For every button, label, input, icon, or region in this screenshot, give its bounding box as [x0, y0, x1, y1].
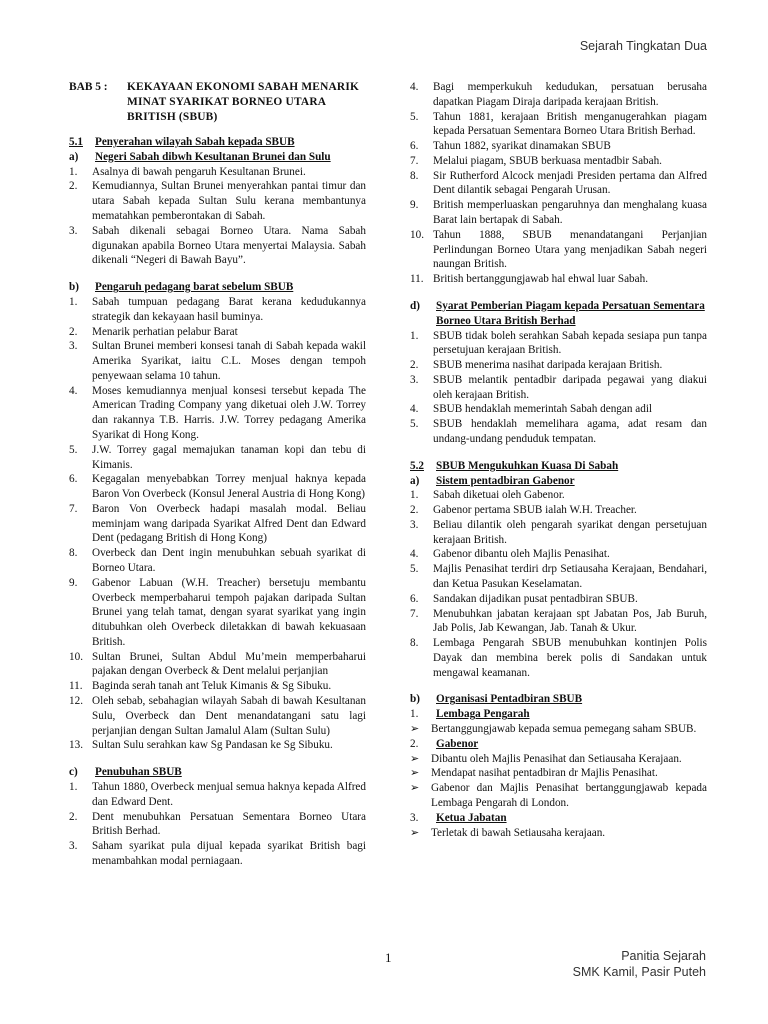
list-item: 10. Tahun 1888, SBUB menandatangani Perjanjian Perlindungan Borneo Utara yang menjadikan Sabah negeri naungan British. [410, 228, 707, 271]
arrow-bullet-icon: ➢ [410, 782, 420, 795]
list-item: 3. Sabah dikenali sebagai Borneo Utara. Nama Sabah digunakan apabila Borneo Utara menyertai Malaysia. Sabah dikenali “Negeri di Bawah Bayu”. [69, 224, 366, 267]
list-item: 11. British bertanggungjawab hal ehwal luar Sabah. [410, 273, 648, 286]
subsection-title: Syarat Pemberian Piagam kepada Persatuan Sementara Borneo Utara British Berhad [436, 299, 705, 327]
subsection-label: d) [410, 299, 420, 312]
org-group-heading [410, 707, 707, 722]
org-group-number: 3. [410, 811, 419, 824]
list-item: 3. SBUB melantik pentadbir daripada pegawai yang diakui oleh kerajaan British. [410, 373, 707, 401]
list-item: 1. Sabah tumpuan pedagang Barat kerana kedudukannya strategik dan kekayaan hasil buminya. [69, 295, 366, 323]
list-item: 6. Sandakan dijadikan pusat pentadbiran SBUB. [410, 592, 638, 605]
subsection-label: a) [410, 474, 420, 487]
footer-credit [573, 948, 706, 981]
list-item: 1. Sabah diketuai oleh Gabenor. [410, 489, 565, 502]
subsection-title: Negeri Sabah dibwh Kesultanan Brunei dan Sulu [95, 150, 331, 163]
section-number: 5.1 [69, 136, 83, 149]
list-item: 8. Lembaga Pengarah SBUB menubuhkan kontinjen Polis Dayak dan membina berek polis di Sandakan untuk mengawal keamanan. [410, 637, 707, 679]
subsection-title: Sistem pentadbiran Gabenor [436, 474, 575, 487]
list-item: 2. Gabenor pertama SBUB ialah W.H. Treacher. [410, 504, 637, 517]
subsection-b-heading [69, 280, 366, 295]
section-5-2-heading [410, 459, 707, 474]
subsection-a-heading [69, 150, 366, 165]
left-column [69, 80, 366, 869]
list-item: 2. Dent menubuhkan Persatuan Sementara Borneo Utara British Berhad. [69, 810, 366, 838]
right-column [410, 80, 707, 840]
subsection-a-heading [410, 474, 707, 489]
bullet-item: ➢ Terletak di bawah Setiausaha kerajaan. [410, 826, 606, 839]
subsection-title: Organisasi Pentadbiran SBUB [436, 693, 583, 706]
subsection-title: Penubuhan SBUB [95, 766, 182, 779]
list-item: 8. Overbeck dan Dent ingin menubuhkan sebuah syarikat di Borneo Utara. [69, 547, 366, 575]
list-item: 1. SBUB tidak boleh serahkan Sabah kepada sesiapa pun tanpa persetujuan kerajaan British. [410, 329, 707, 357]
org-group-title: Ketua Jabatan [436, 811, 507, 824]
list-item: 1. Tahun 1880, Overbeck menjual semua haknya kepada Alfred dan Edward Dent. [69, 780, 366, 808]
section-5-1-heading [69, 135, 366, 150]
list-item: 4. Bagi memperkukuh kedudukan, persatuan berusaha dapatkan Piagam Diraja daripada kerajaan British. [410, 81, 707, 108]
org-group-heading [410, 811, 707, 826]
list-item: 9. British memperluaskan pengaruhnya dan menghalang kuasa Barat lain bertapak di Sabah. [410, 199, 707, 227]
list-item: 5. SBUB hendaklah memelihara agama, adat resam dan undang-undang penduduk tempatan. [410, 418, 707, 445]
arrow-bullet-icon: ➢ [410, 826, 420, 839]
bullet-item: ➢ Bertanggungjawab kepada semua pemegang saham SBUB. [410, 723, 697, 736]
list-item: 10. Sultan Brunei, Sultan Abdul Mu’mein memperbaharui pajakan dengan Overbeck & Dent melalui perjanjian [69, 650, 366, 678]
subsection-title: Pengaruh pedagang barat sebelum SBUB [95, 281, 294, 294]
list-item: 4. Gabenor dibantu oleh Majlis Penasihat. [410, 548, 610, 561]
header-title: Sejarah Tingkatan Dua [579, 39, 707, 53]
list-item: 9. Gabenor Labuan (W.H. Treacher) bersetuju membantu Overbeck memperbaharui tempoh pajakan daripada Sultan Brunei yang telah tamat, dengan syarat syarikat yang ingin ditubuhkan oleh Overbeck diletakkan di bawah kekuasaan British. [69, 576, 366, 648]
subsection-label: c) [69, 766, 78, 779]
org-group-number: 2. [410, 737, 419, 750]
list-item: 4. SBUB hendaklah memerintah Sabah dengan adil [410, 403, 653, 416]
bullet-item: ➢ Dibantu oleh Majlis Penasihat dan Setiausaha Kerajaan. [410, 752, 682, 765]
list-item: 5. Tahun 1881, kerajaan British menganugerahkan piagam kepada Persatuan Sementara Borneo Utara British Berhad. [410, 110, 707, 138]
org-group-heading [410, 737, 707, 752]
arrow-bullet-icon: ➢ [410, 767, 420, 780]
list-item: 5. J.W. Torrey gagal memajukan tanaman kopi dan tebu di Kimanis. [69, 443, 366, 471]
subsection-label: b) [410, 693, 420, 706]
list-item: 4. Moses kemudiannya menjual konsesi tersebut kepada The American Trading Company yang diketuai oleh J.W. Torrey dan rakannya T.B. Harris. J.W. Torrey pedagang Amerika Syarikat di Hong Kong. [69, 384, 366, 441]
bullet-item: ➢ Mendapat nasihat pentadbiran dr Majlis Penasihat. [410, 767, 658, 780]
list-item: 6. Tahun 1882, syarikat dinamakan SBUB [410, 140, 611, 153]
list-item: 12. Oleh sebab, sebahagian wilayah Sabah di bawah Kesultanan Sulu, Overbeck dan Dent menandatangani satu lagi perjanjian dengan Sultan Jamalul Alam (Sultan Sulu) [69, 695, 366, 737]
list-item: 3. Sultan Brunei memberi konsesi tanah di Sabah kepada wakil Amerika Syarikat, iaitu C.L. Moses dengan tempoh penyewaan selama 10 tahun. [69, 340, 366, 382]
list-item: 8. Sir Rutherford Alcock menjadi Presiden pertama dan Alfred Dent dilantik sebagai Pengarah Urusan. [410, 169, 707, 197]
list-item: 2. SBUB menerima nasihat daripada kerajaan British. [410, 359, 663, 372]
org-group-number: 1. [410, 708, 419, 721]
chapter-number: BAB 5 : [69, 81, 108, 93]
bullet-item: ➢ Gabenor dan Majlis Penasihat bertanggungjawab kepada Lembaga Pengarah di London. [410, 782, 707, 809]
list-item: 1. Asalnya di bawah pengaruh Kesultanan Brunei. [69, 165, 306, 178]
arrow-bullet-icon: ➢ [410, 752, 420, 765]
chapter-title: KEKAYAAN EKONOMI SABAH MENARIK MINAT SYARIKAT BORNEO UTARA BRITISH (SBUB) [127, 81, 360, 124]
list-item: 6. Kegagalan menyebabkan Torrey menjual haknya kepada Baron Von Overbeck (Konsul Jeneral Austria di Hong Kong) [69, 473, 366, 501]
list-item: 2. Menarik perhatian pelabur Barat [69, 325, 238, 338]
list-item: 3. Beliau dilantik oleh pengarah syarikat dengan persetujuan kerajaan British. [410, 518, 707, 546]
subsection-label: a) [69, 150, 79, 163]
org-group-title: Gabenor [436, 737, 479, 750]
chapter-heading [69, 80, 366, 125]
list-item: 13. Sultan Sulu serahkan kaw Sg Pandasan ke Sg Sibuku. [69, 739, 333, 752]
list-item: 3. Saham syarikat pula dijual kepada syarikat British bagi menambahkan modal perniagaan. [69, 840, 366, 867]
subsection-b-heading [410, 692, 707, 707]
subsection-d-heading [410, 299, 707, 329]
list-item: 11. Baginda serah tanah ant Teluk Kimanis & Sg Sibuku. [69, 680, 332, 693]
section-title: Penyerahan wilayah Sabah kepada SBUB [95, 136, 295, 149]
list-item: 2. Kemudiannya, Sultan Brunei menyerahkan pantai timur dan utara Sabah kepada Sultan Sulu kerana membantunya mematahkan pemberontakan di Sabah. [69, 180, 366, 223]
subsection-label: b) [69, 281, 79, 294]
list-item: 7. Baron Von Overbeck hadapi masalah modal. Beliau meminjam wang daripada Syarikat Alfred Dent dan Edward Dent (pedagang British di Hong Kong) [69, 502, 366, 545]
list-item: 7. Melalui piagam, SBUB berkuasa mentadbir Sabah. [410, 154, 662, 167]
page-number: 1 [385, 950, 392, 965]
section-number: 5.2 [410, 459, 424, 472]
footer-line-1: Panitia Sejarah [621, 949, 706, 963]
org-group-title: Lembaga Pengarah [436, 708, 530, 721]
section-title: SBUB Mengukuhkan Kuasa Di Sabah [436, 459, 619, 472]
arrow-bullet-icon: ➢ [410, 723, 420, 736]
footer-line-2: SMK Kamil, Pasir Puteh [572, 965, 706, 980]
subsection-c-heading [69, 765, 366, 780]
list-item: 5. Majlis Penasihat terdiri drp Setiausaha Kerajaan, Bendahari, dan Ketua Pasukan Keselamatan. [410, 563, 707, 590]
list-item: 7. Menubuhkan jabatan kerajaan spt Jabatan Pos, Jab Buruh, Jab Polis, Jab Kewangan, Jab. Tanah & Ukur. [410, 607, 707, 635]
